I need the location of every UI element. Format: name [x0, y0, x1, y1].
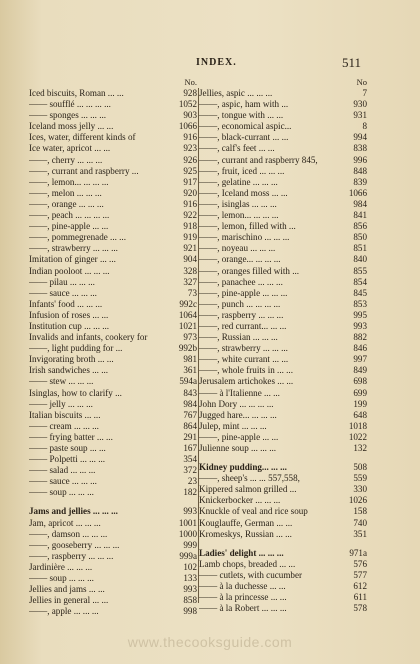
index-entry-number: 930	[353, 99, 367, 110]
index-entry-term: ——, pommegrenade ... ...	[29, 232, 126, 243]
index-entry	[29, 551, 197, 562]
index-entry-term: ——, isinglas ... ... ...	[199, 198, 277, 209]
index-entry-term: ——, raspberry ... ... ...	[29, 550, 114, 561]
index-entry-number: 999	[183, 539, 197, 550]
index-entry-number: 920	[183, 187, 197, 198]
index-entry-term: Italian biscuits ... ...	[29, 409, 101, 420]
index-entry-term: ——, melon ... ... ...	[29, 187, 102, 198]
index-entry-term: Lamb chops, breaded ... ...	[199, 558, 296, 569]
index-entry	[199, 484, 367, 495]
index-entry	[199, 592, 367, 603]
index-entry-number: 199	[353, 398, 367, 409]
index-entry	[29, 99, 197, 110]
index-entry	[29, 388, 197, 399]
index-entry	[199, 266, 367, 277]
index-entry-term: John Dory ... ... ... ...	[199, 398, 274, 409]
index-entry-term: —— soup ... ... ...	[29, 487, 94, 498]
index-entry	[29, 288, 197, 299]
index-entry-term: ——, black-currant ... ...	[199, 132, 289, 143]
index-entry-term: ——, pine-apple ... ...	[199, 431, 279, 442]
index-entry-term: Invigorating broth ... ...	[29, 354, 114, 365]
index-entry	[199, 410, 367, 421]
index-entry-number: 846	[353, 343, 367, 354]
index-entry-number: 903	[183, 110, 197, 121]
index-entry-term: ——, red currant... ... ...	[199, 320, 287, 331]
index-entry-term: Iceland moss jelly ... ...	[29, 121, 114, 132]
index-entry	[29, 540, 197, 551]
index-entry-number: 839	[353, 176, 367, 187]
index-entry	[29, 365, 197, 376]
index-entry	[199, 354, 367, 365]
index-entry-term: ——, cherry ... ... ...	[29, 154, 103, 165]
index-entry-number: 158	[353, 506, 367, 517]
column-number-header: No	[356, 77, 367, 87]
index-entry-number: 904	[183, 254, 197, 265]
index-entry-term: —— jelly ... ... ...	[29, 398, 93, 409]
index-entry-term: Kouglauffe, German ... ...	[199, 517, 293, 528]
index-entry-number: 559	[353, 473, 367, 484]
index-entry	[199, 473, 367, 484]
index-entry-number: 993	[183, 584, 197, 595]
index-entry	[29, 465, 197, 476]
index-entry-term: ——, pine-apple ... ... ...	[199, 287, 288, 298]
index-entry	[29, 132, 197, 143]
index-entry-number: 102	[183, 561, 197, 572]
index-entry	[199, 443, 367, 454]
index-entry-number: 996	[353, 154, 367, 165]
index-entry	[29, 243, 197, 254]
index-entry-term: Institution cup ... ... ...	[29, 320, 110, 331]
index-entry-number: 23	[187, 476, 197, 487]
index-entry-term: ——, strawberry ... ... ...	[29, 243, 118, 254]
index-entry	[29, 254, 197, 265]
index-column-left	[29, 77, 197, 617]
index-entry-number: 508	[353, 462, 367, 473]
index-entry-term: ——, peach ... ... ... ...	[29, 210, 110, 221]
index-entry-number: 917	[183, 176, 197, 187]
index-entry	[199, 321, 367, 332]
index-entry-number: 998	[183, 606, 197, 617]
index-entry-number: 855	[353, 265, 367, 276]
index-entry-term: Jugged hare... ... ... ...	[199, 409, 277, 420]
index-entry	[29, 518, 197, 529]
index-entry-number: 361	[183, 365, 197, 376]
index-entry-term: ——, orange... ... ... ...	[199, 254, 281, 265]
index-entry	[199, 421, 367, 432]
index-entry-number: 577	[353, 569, 367, 580]
index-entry-term: ——, calf's feet ... ...	[199, 143, 275, 154]
index-entry-term: ——, punch ... ... ... ...	[199, 298, 281, 309]
index-entry-term: ——, strawberry ... ... ...	[199, 343, 288, 354]
index-entry	[199, 288, 367, 299]
index-entry	[29, 321, 197, 332]
index-entry-number: 931	[353, 110, 367, 121]
index-entry-term: —— à la princesse ... ...	[199, 592, 287, 603]
index-entry-term: Iced biscuits, Roman ... ...	[29, 88, 124, 98]
index-entry-term: ——, pine-apple ... ...	[29, 221, 109, 232]
index-entry-number: 167	[183, 443, 197, 453]
index-entry-term: Indian pooloot ... ... ...	[29, 265, 110, 276]
index-entry	[29, 443, 197, 454]
index-entry	[199, 432, 367, 443]
index-entry-number: 854	[353, 276, 367, 287]
index-entry	[29, 584, 197, 595]
index-entry-number: 1022	[348, 431, 367, 442]
index-entry	[29, 562, 197, 573]
index-entry-term: ——, whole fruits in ... ...	[199, 365, 293, 376]
index-entry	[199, 462, 367, 473]
index-entry	[29, 432, 197, 443]
index-entry-number: 1026	[348, 495, 367, 506]
index-entry-term: ——, panachee ... ... ...	[199, 276, 283, 287]
index-entry	[199, 155, 367, 166]
index-entry-number: 648	[353, 409, 367, 420]
index-entry-number: 1021	[178, 320, 197, 331]
index-entry-term: Invalids and infants, cookery for	[29, 332, 148, 343]
index-entry-term: Infants' food ... ... ...	[29, 298, 103, 309]
index-entry	[199, 254, 367, 265]
index-entry	[29, 376, 197, 387]
index-entry	[29, 210, 197, 221]
index-entry-number: 999a	[179, 550, 197, 561]
index-entry-term: —— soufflé ... ... ... ...	[29, 99, 111, 110]
index-entry-term: Jellies and jams ... ...	[29, 584, 105, 595]
column-number-header: No.	[184, 77, 197, 87]
index-entries-left	[29, 88, 197, 617]
index-entry	[199, 518, 367, 529]
index-entry-term: —— Polpetti ... ... ...	[29, 454, 106, 465]
index-entry	[199, 506, 367, 517]
index-entry-number: 853	[353, 298, 367, 309]
index-entry-number: 611	[353, 592, 367, 603]
index-entry-term: ——, damson ... ... ...	[29, 528, 108, 539]
index-entry-term: ——, apple ... ... ...	[29, 606, 99, 617]
index-entry	[29, 354, 197, 365]
index-entry	[199, 376, 367, 387]
index-entry-term: ——, lemon, filled with ...	[199, 221, 296, 232]
index-entry	[199, 121, 367, 132]
index-entry-term: ——, gooseberry ... ... ...	[29, 539, 120, 550]
index-entry	[29, 343, 197, 354]
index-entry-term: ——, noyeau ... ... ...	[199, 243, 276, 254]
index-entry-term: —— sauce ... ... ...	[29, 287, 97, 298]
index-entry-term: —— stew ... ... ...	[29, 376, 94, 387]
index-entry	[199, 232, 367, 243]
index-entry-number: 291	[183, 431, 197, 442]
index-entry-number: 327	[183, 276, 197, 287]
index-entry-number: 838	[353, 143, 367, 154]
index-entry-number: 328	[183, 265, 197, 276]
index-entry	[199, 199, 367, 210]
index-entry-term: Jardinière ... ... ...	[29, 561, 93, 572]
index-entry-number: 845	[353, 287, 367, 298]
index-entry-number: 73	[187, 287, 197, 298]
index-entry-number: 984	[353, 198, 367, 209]
index-entry	[29, 277, 197, 288]
index-entry	[29, 529, 197, 540]
index-entry-term: Knuckle of veal and rice soup	[199, 506, 308, 517]
index-entry-number: 923	[183, 143, 197, 154]
index-entry-number: 851	[353, 243, 367, 254]
index-entry	[29, 454, 197, 465]
index-entry	[29, 476, 197, 487]
index-entry-number: 612	[353, 581, 367, 592]
index-entry-number: 330	[353, 484, 367, 495]
index-entry-term: —— soup ... ... ...	[29, 573, 94, 584]
index-entry-number: 7	[362, 88, 367, 98]
index-entry-number: 182	[183, 487, 197, 498]
index-entry-number: 922	[183, 210, 197, 221]
index-entry-term: —— sponges ... ... ...	[29, 110, 107, 121]
index-entry-number: 578	[353, 603, 367, 614]
index-entry-term: Knickerbocker ... ... ...	[199, 495, 281, 506]
index-entry-number: 921	[183, 243, 197, 254]
index-entry-number: 858	[183, 595, 197, 606]
index-entry-number: 1064	[178, 309, 197, 320]
index-entry-term: —— à la Robert ... ... ...	[199, 603, 287, 614]
index-entry-number: 997	[353, 354, 367, 365]
index-entry-term: Julep, mint ... ... ...	[199, 420, 267, 431]
index-entry	[29, 121, 197, 132]
index-entry-term: ——, orange ... ... ...	[29, 198, 104, 209]
index-entry-term: —— cutlets, with cucumber	[199, 569, 303, 580]
index-entry-number: 856	[353, 221, 367, 232]
index-entry	[199, 88, 367, 99]
running-header-title: INDEX.	[196, 57, 237, 68]
index-entry-term: —— paste soup ... ...	[29, 443, 106, 453]
index-entry-number: 919	[183, 232, 197, 243]
index-entry	[29, 506, 197, 517]
index-entry-number: 928	[183, 88, 197, 98]
index-entry	[199, 603, 367, 614]
index-entry-number: 1066	[348, 187, 367, 198]
index-entry-term: Kippered salmon grilled ...	[199, 484, 297, 495]
index-entry	[29, 110, 197, 121]
index-entry	[29, 410, 197, 421]
index-entry-term: Jerusalem artichokes ... ...	[199, 376, 294, 387]
index-entry-term: Imitation of ginger ... ...	[29, 254, 116, 265]
index-entry-number: 767	[183, 409, 197, 420]
index-entry-term: Jams and jellies ... ... ...	[29, 506, 118, 517]
index-entry-number: 849	[353, 365, 367, 376]
index-entry-term: ——, sheep's ... ... 557,558,	[199, 473, 300, 484]
index-entry-term: Jellies in general ... ...	[29, 595, 109, 606]
index-entry-number: 882	[353, 332, 367, 343]
index-entry	[29, 299, 197, 310]
index-entry-number: 1001	[178, 517, 197, 528]
index-entry-number: 1000	[178, 528, 197, 539]
index-entry	[199, 277, 367, 288]
index-entry	[199, 570, 367, 581]
index-entry	[29, 421, 197, 432]
index-entry-term: ——, oranges filled with ...	[199, 265, 300, 276]
index-entry	[199, 548, 367, 559]
index-entry-term: ——, gelatine ... ... ...	[199, 176, 278, 187]
index-entry	[199, 243, 367, 254]
index-entry-number: 973	[183, 332, 197, 343]
index-entry-term: Kidney pudding... ... ...	[199, 462, 287, 473]
index-entry	[199, 343, 367, 354]
index-entry-number: 8	[362, 121, 367, 132]
index-entry-number: 594a	[179, 376, 197, 387]
index-entry	[199, 365, 367, 376]
index-entry	[29, 166, 197, 177]
index-entry-term: ——, Iceland moss ... ...	[199, 187, 288, 198]
index-entry	[29, 595, 197, 606]
index-entry-term: Ladies' delight ... ... ...	[199, 547, 284, 558]
index-entry	[29, 487, 197, 498]
index-entry-number: 1018	[348, 420, 367, 431]
index-entry	[199, 221, 367, 232]
index-entry-number: 132	[353, 443, 367, 453]
index-entry-number: 698	[353, 376, 367, 387]
index-entry	[29, 188, 197, 199]
index-entry-number: 981	[183, 354, 197, 365]
index-entry-term: ——, lemon... ... ... ...	[29, 176, 109, 187]
index-entry-number: 841	[353, 210, 367, 221]
index-entry-term: —— cream ... ... ...	[29, 420, 99, 431]
index-entry-term: ——, currant and raspberry 845,	[199, 154, 318, 165]
index-entry-term: Isinglas, how to clarify ...	[29, 387, 122, 398]
index-entry-number: 992b	[178, 343, 197, 354]
index-entry-term: —— frying batter ... ...	[29, 431, 113, 442]
index-entry-number: 864	[183, 420, 197, 431]
index-entry-number: 995	[353, 309, 367, 320]
index-entry-term: ——, tongue with ... ...	[199, 110, 284, 121]
index-entry-number: 699	[353, 387, 367, 398]
index-entry	[199, 388, 367, 399]
index-column-right	[199, 77, 367, 614]
index-entry	[29, 232, 197, 243]
index-entry	[199, 529, 367, 540]
index-entry-term: Ices, water, different kinds of	[29, 132, 136, 143]
index-entry	[199, 332, 367, 343]
index-entry-term: —— sauce ... ... ...	[29, 476, 97, 487]
index-entry-number: 993	[353, 320, 367, 331]
index-entry-number: 918	[183, 221, 197, 232]
index-entry	[199, 210, 367, 221]
index-entry-number: 848	[353, 165, 367, 176]
index-entry	[199, 299, 367, 310]
index-entries-right	[199, 88, 367, 614]
index-entry-term: Jellies, aspic ... ... ...	[199, 88, 273, 98]
index-entry	[199, 495, 367, 506]
index-entry-number: 843	[183, 387, 197, 398]
index-entry-number: 925	[183, 165, 197, 176]
index-entry-term: ——, marischino ... ... ...	[199, 232, 290, 243]
index-entry-term: Julienne soup ... ... ...	[199, 443, 277, 453]
index-entry-number: 740	[353, 517, 367, 528]
index-entry-number: 926	[183, 154, 197, 165]
index-entry	[29, 143, 197, 154]
index-entry	[199, 399, 367, 410]
index-entry-term: ——, white currant ... ...	[199, 354, 289, 365]
index-entry-number: 354	[183, 454, 197, 465]
index-entry	[29, 177, 197, 188]
index-entry	[199, 177, 367, 188]
index-entry	[29, 221, 197, 232]
index-entry-term: Irish sandwiches ... ...	[29, 365, 109, 376]
index-entry	[199, 132, 367, 143]
index-entry-term: ——, Russian ... ... ...	[199, 332, 278, 343]
index-entry	[29, 310, 197, 321]
index-entry	[29, 266, 197, 277]
index-entry-term: Jam, apricot ... ... ...	[29, 517, 101, 528]
index-entry-term: —— pilau ... ... ...	[29, 276, 95, 287]
index-entry-number: 984	[183, 398, 197, 409]
index-entry	[29, 332, 197, 343]
index-entry-term: ——, economical aspic...	[199, 121, 292, 132]
index-entry-number: 372	[183, 465, 197, 476]
index-entry-number: 994	[353, 132, 367, 143]
page-number: 511	[342, 55, 362, 70]
index-entry-term: Infusion of roses ... ...	[29, 309, 109, 320]
index-entry-number: 351	[353, 528, 367, 539]
index-entry-number: 576	[353, 558, 367, 569]
index-entry-term: Kromeskys, Russian ... ...	[199, 528, 292, 539]
index-entry	[29, 155, 197, 166]
index-entry-number: 916	[183, 198, 197, 209]
index-entry-term: —— à la duchesse ... ...	[199, 581, 286, 592]
index-entry-term: ——, lemon... ... ... ...	[199, 210, 279, 221]
index-entry	[29, 606, 197, 617]
index-entry	[199, 99, 367, 110]
index-entry	[199, 143, 367, 154]
index-entry-term: ——, light pudding for ...	[29, 343, 123, 354]
index-entry	[199, 581, 367, 592]
index-entry	[199, 188, 367, 199]
index-entry-term: ——, fruit, iced ... ... ...	[199, 165, 285, 176]
index-entry	[29, 88, 197, 99]
index-entry-number: 1052	[178, 99, 197, 110]
index-entry-number: 971a	[349, 547, 367, 558]
index-entry-term: ——, currant and raspberry ...	[29, 165, 139, 176]
index-entry	[29, 573, 197, 584]
index-entry-term: ——, aspic, ham with ...	[199, 99, 289, 110]
index-entry	[199, 110, 367, 121]
watermark: www.thecooksguide.com	[127, 634, 293, 650]
index-entry-number: 916	[183, 132, 197, 143]
index-entry-number: 133	[183, 573, 197, 584]
index-entry-number: 850	[353, 232, 367, 243]
index-entry	[29, 399, 197, 410]
index-entry-number: 993	[183, 506, 197, 517]
index-entry-term: —— salad ... ... ...	[29, 465, 96, 476]
index-entry	[199, 559, 367, 570]
index-entry-number: 1066	[178, 121, 197, 132]
index-entry	[199, 166, 367, 177]
index-entry-term: Ice water, apricot ... ...	[29, 143, 111, 154]
index-entry-term: —— à l'Italienne ... ...	[199, 387, 280, 398]
index-entry-number: 840	[353, 254, 367, 265]
index-entry-term: ——, raspberry ... ... ...	[199, 309, 284, 320]
index-entry	[29, 199, 197, 210]
index-entry	[199, 310, 367, 321]
index-entry-number: 992c	[179, 298, 197, 309]
